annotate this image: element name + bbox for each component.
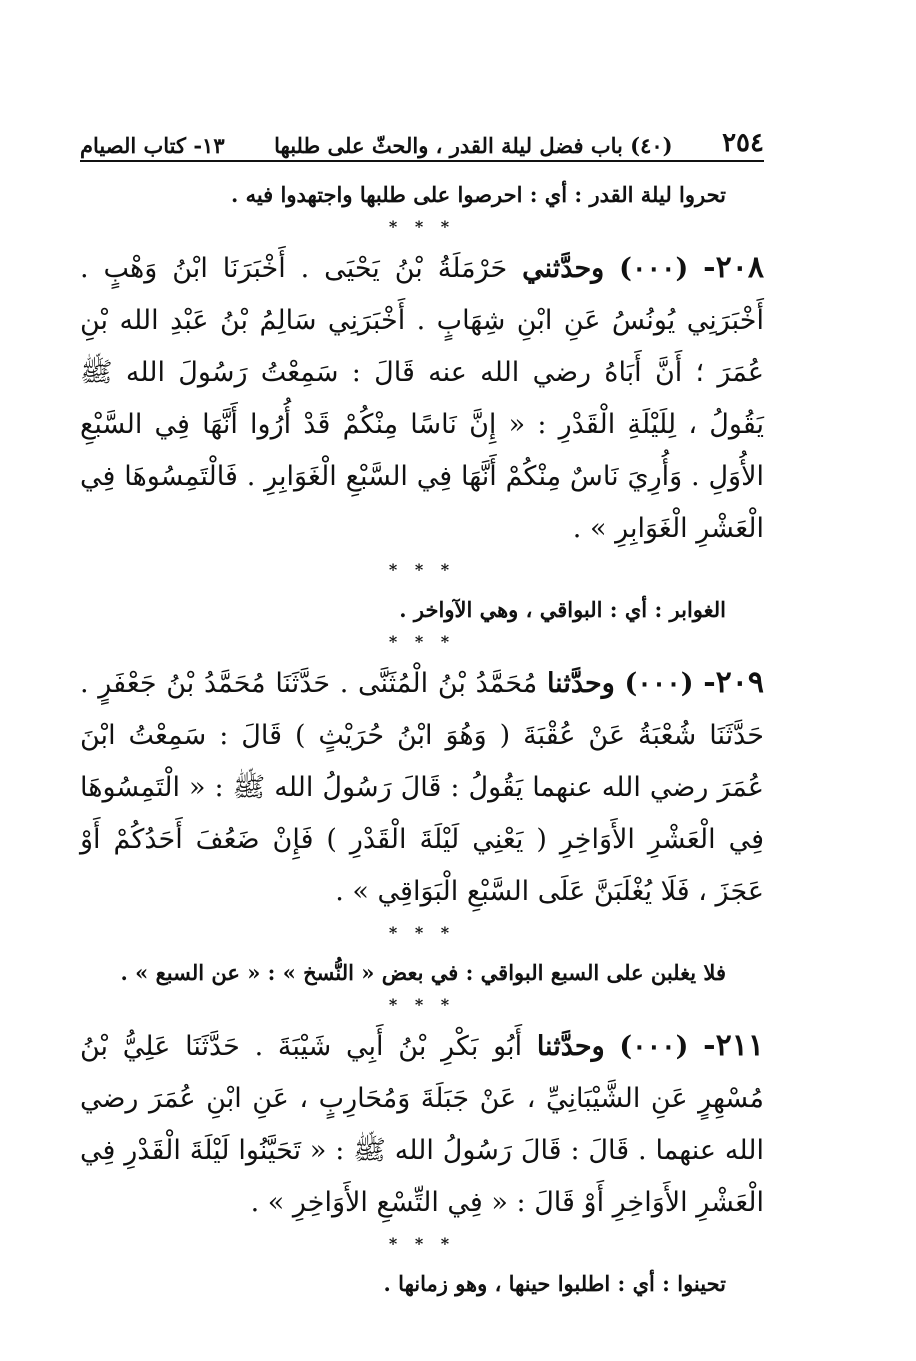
hadith-211: [80, 1020, 764, 1229]
separator-stars: * * *: [388, 217, 456, 236]
note-sab-bawaqi: فلا يغلبن على السبع البواقي : في بعض « النُّسخ » : « عن السبع » .: [120, 960, 726, 985]
book-title: ١٣- كتاب الصيام: [80, 133, 225, 158]
separator-stars: * * *: [388, 923, 456, 942]
hadith-lead: وحدَّثنا: [546, 668, 615, 699]
hadith-text: حَرْمَلَةُ بْنُ يَحْيَى . أَخْبَرَنَا ابْنُ وَهْبٍ . أَخْبَرَنِي يُونُسُ عَنِ ابْنِ شِهَابٍ . أَخْبَرَنِي سَالِمُ بْنُ عَبْدِ الله بْنِ عُمَرَ ؛ أَنَّ أَبَاهُ رضي الله عنه قَالَ : سَمِعْتُ رَسُولَ الله ﷺ يَقُولُ ، لِلَيْلَةِ الْقَدْرِ : « إِنَّ نَاسًا مِنْكُمْ قَدْ أُرُوا أَنَّهَا فِي السَّبْعِ الأُوَلِ . وَأُرِيَ نَاسٌ مِنْكُمْ أَنَّهَا فِي السَّبْعِ الْغَوَابِرِ . فَالْتَمِسُوهَا فِي الْعَشْرِ الْغَوَابِرِ » .: [80, 253, 764, 544]
note-ghawabir: الغوابر : أي : البواقي ، وهي الآواخر .: [399, 597, 726, 622]
separator-stars: * * *: [388, 632, 456, 651]
hadith-text: مُحَمَّدُ بْنُ الْمُثَنَّى . حَدَّثَنَا مُحَمَّدُ بْنُ جَعْفَرٍ . حَدَّثَنَا شُعْبَةُ عَنْ عُقْبَةَ ( وَهُوَ ابْنُ حُرَيْثٍ ) قَالَ : سَمِعْتُ ابْنَ عُمَرَ رضي الله عنهما يَقُولُ : قَالَ رَسُولُ الله ﷺ : « الْتَمِسُوهَا فِي الْعَشْرِ الأَوَاخِرِ ( يَعْنِي لَيْلَةَ الْقَدْرِ ) فَإِنْ ضَعُفَ أَحَدُكُمْ أَوْ عَجَزَ ، فَلَا يُغْلَبَنَّ عَلَى السَّبْعِ الْبَوَاقِي » .: [80, 668, 764, 907]
hadith-lead: وحدَّثنا: [536, 1031, 605, 1062]
chapter-title: (٤٠) باب فضل ليلة القدر ، والحثّ على طلبها: [274, 133, 673, 158]
hadith-text: أَبُو بَكْرِ بْنُ أَبِي شَيْبَةَ . حَدَّثَنَا عَلِيُّ بْنُ مُسْهِرٍ عَنِ الشَّيْبَانِيِّ ، عَنْ جَبَلَةَ وَمُحَارِبٍ ، عَنِ ابْنِ عُمَرَ رضي الله عنهما . قَالَ : قَالَ رَسُولُ الله ﷺ : « تَحَيَّنُوا لَيْلَةَ الْقَدْرِ فِي الْعَشْرِ الأَوَاخِرِ أَوْ قَالَ : « فِي التِّسْعِ الأَوَاخِرِ » .: [80, 1031, 764, 1218]
hadith-208: [80, 242, 764, 555]
separator-stars: * * *: [388, 560, 456, 579]
hadith-number: ٢١١-: [703, 1028, 764, 1063]
header-rule: [80, 160, 764, 162]
hadith-209: [80, 657, 764, 918]
hadith-ref: (٠٠٠): [619, 1031, 689, 1062]
running-header: [80, 118, 764, 158]
hadith-ref: (٠٠٠): [619, 253, 689, 284]
separator-stars: * * *: [388, 1234, 456, 1253]
hadith-lead: وحدَّثني: [522, 253, 605, 284]
page-number: ٢٥٤: [722, 128, 764, 158]
hadith-number: ٢٠٩-: [703, 665, 764, 700]
hadith-ref: (٠٠٠): [624, 668, 694, 699]
page-body: [80, 168, 764, 1303]
note-tahayyanu: تحينوا : أي : اطلبوا حينها ، وهو زمانها .: [383, 1271, 726, 1296]
note-layla-qadr: تحروا ليلة القدر : أي : احرصوا على طلبها واجتهدوا فيه .: [230, 182, 726, 207]
separator-stars: * * *: [388, 995, 456, 1014]
hadith-number: ٢٠٨-: [703, 250, 764, 285]
